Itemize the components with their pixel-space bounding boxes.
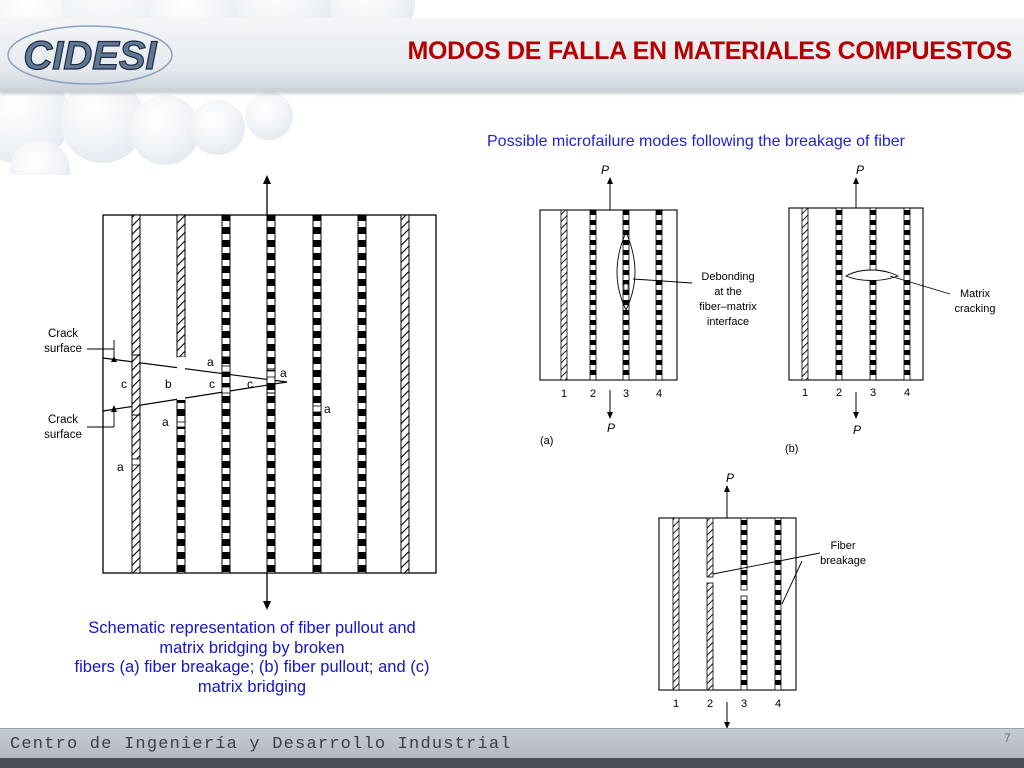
svg-text:1: 1 xyxy=(672,698,680,710)
crack-surface-label-upper-2: surface xyxy=(44,343,82,355)
svg-text:1: 1 xyxy=(560,388,568,400)
microfailure-modes-diagram xyxy=(530,160,1010,768)
figure-caption xyxy=(20,619,484,697)
caption-line-1: Schematic representation of fiber pullout and xyxy=(88,619,416,637)
panel-c xyxy=(657,471,866,763)
label-a-1: a xyxy=(207,355,214,369)
footer-bar xyxy=(0,758,1024,768)
caption-line-3: fibers (a) fiber breakage; (b) fiber pullout; and (c) xyxy=(74,658,430,676)
fiber-hatched-6 xyxy=(401,215,409,573)
fiber-dashed-4 xyxy=(313,215,321,573)
figure-subtitle: Possible microfailure modes following the breakage of fiber xyxy=(487,133,905,150)
fiber-pullout-diagram xyxy=(21,175,449,613)
fiber-breakage-label-2: breakage xyxy=(820,555,866,567)
fiber-breakage-label-1: Fiber xyxy=(830,540,856,552)
svg-text:3: 3 xyxy=(869,387,877,399)
svg-text:3: 3 xyxy=(740,698,748,710)
label-c-3: c xyxy=(247,377,253,391)
caption-line-4: matrix bridging xyxy=(197,677,307,696)
label-a-2: a xyxy=(280,366,287,380)
caption-line-2: matrix bridging by broken xyxy=(159,638,345,657)
label-c-1: c xyxy=(121,377,127,391)
crack-surface-label-upper-1: Crack xyxy=(47,328,79,340)
page-title: MODOS DE FALLA EN MATERIALES COMPUESTOS xyxy=(407,37,1012,65)
svg-text:2: 2 xyxy=(835,387,843,399)
svg-text:3: 3 xyxy=(622,388,630,400)
crack-surface-label-lower-2: surface xyxy=(44,429,82,441)
svg-text:4: 4 xyxy=(903,387,911,399)
panel-b-tag: (b) xyxy=(785,443,799,455)
label-a-3: a xyxy=(324,402,331,416)
svg-text:1: 1 xyxy=(801,387,809,399)
svg-text:2: 2 xyxy=(589,388,597,400)
panel-a-tag: (a) xyxy=(540,435,554,447)
load-label-b-top: P xyxy=(855,163,865,177)
debonding-label-2: at the xyxy=(714,286,742,298)
page-number: 7 xyxy=(1004,731,1011,745)
footer-text: Centro de Ingeniería y Desarrollo Industrial xyxy=(10,735,512,754)
load-label-a-bottom: P xyxy=(606,421,616,435)
load-label-a-top: P xyxy=(600,163,610,177)
fiber-dashed-3 xyxy=(267,215,275,573)
matrix-cracking-label-1: Matrix xyxy=(960,288,990,300)
load-label-b-bottom: P xyxy=(852,423,862,437)
svg-text:4: 4 xyxy=(655,388,663,400)
debonding-label-4: interface xyxy=(706,316,750,328)
label-b: b xyxy=(165,377,172,391)
crack-surface-label-lower-1: Crack xyxy=(47,414,79,426)
panel-b xyxy=(785,163,995,455)
svg-text:2: 2 xyxy=(706,698,714,710)
label-c-2: c xyxy=(209,377,215,391)
debonding-label-1: Debonding xyxy=(701,271,755,283)
label-a-4: a xyxy=(162,415,169,429)
load-label-c-top: P xyxy=(725,471,735,485)
label-a-5: a xyxy=(117,460,124,474)
matrix-cracking-label-2: cracking xyxy=(954,303,996,315)
cidesi-logo xyxy=(6,24,174,86)
svg-text:4: 4 xyxy=(774,698,782,710)
fiber-pulled-b xyxy=(177,215,185,357)
logo-text: CIDESI xyxy=(23,34,157,78)
fiber-dashed-5 xyxy=(358,215,366,573)
debonding-label-3: fiber–matrix xyxy=(699,301,757,313)
panel-a xyxy=(540,163,757,447)
